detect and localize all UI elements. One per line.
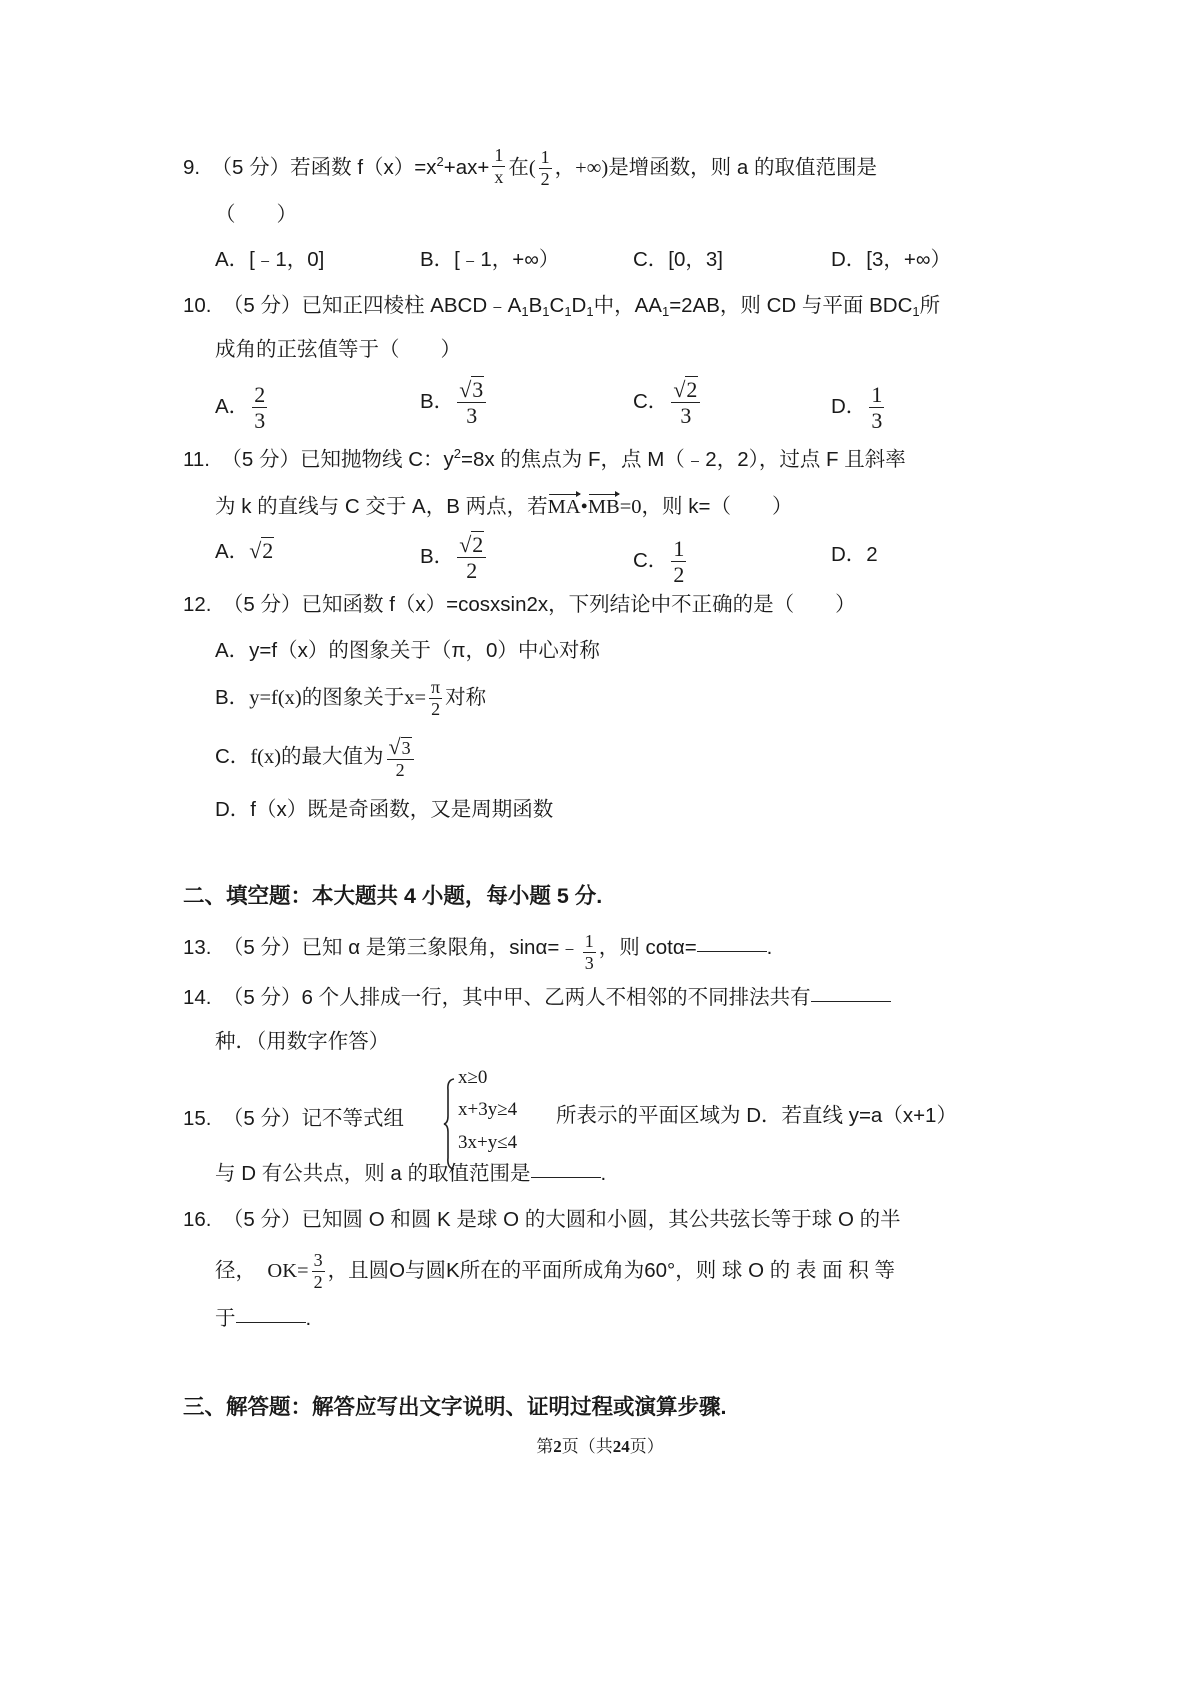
fraction: $\frac{√3}{3}$ [457, 378, 486, 427]
option-a: A．[﹣1，0] [215, 248, 325, 271]
question-14-line2: 种．（用数字作答） [215, 1030, 390, 1053]
option-c: C． $\frac{1}{2}$ [633, 536, 685, 588]
question-12: 12. （5 分）已知函数 f（x）=cosxsin2x，下列结论中不正确的是（ ） [183, 593, 856, 616]
answer-paren: （ ） [215, 203, 297, 226]
fraction: $\frac{1}{x}$ [494, 145, 504, 187]
inequality-2: x+3y≥4 [458, 1099, 518, 1120]
answer-blank [811, 1001, 891, 1002]
question-16-line3: 于 . [215, 1307, 312, 1330]
section-heading-solutions: 三、解答题：解答应写出文字说明、证明过程或演算步骤. [183, 1395, 727, 1419]
page-footer: 第2页（共24页） [536, 1437, 664, 1456]
answer-blank [697, 951, 767, 952]
question-14: 14. （5 分）6 个人排成一行，其中甲、乙两人不相邻的不同排法共有 [183, 988, 891, 1009]
inequality-1: x≥0 [458, 1067, 488, 1088]
question-10: 10. （5 分）已知正四棱柱 $ABCD﹣A_1B_1C_1D_1$中，$AA_1=2AB$，则 CD 与平面 $BDC_1$所 [183, 294, 941, 319]
option-a: A． $\frac{2}{3}$ [215, 382, 266, 434]
question-16: 16. （5 分）已知圆 O 和圆 K 是球 O 的大圆和小圆，其公共弦长等于球 O 的半 [183, 1208, 901, 1231]
option-d: D．[3，+∞） [831, 248, 951, 271]
fraction: $\frac{1}{2}$ [540, 147, 550, 189]
question-13: 13. （5 分）已知 α 是第三象限角，sinα=﹣ $\frac{1}{3}$ ，则 cotα= . [183, 931, 773, 973]
option-d: D． $\frac{1}{3}$ [831, 382, 883, 434]
question-11-line2: 为 k 的直线与 C 交于 A，B 两点，若MA•MB=0，则 k=（ ） [215, 495, 793, 518]
answer-blank [531, 1177, 601, 1178]
section-heading-fill-in: 二、填空题：本大题共 4 小题，每小题 5 分. [183, 884, 603, 908]
option-c: C．[0，3] [633, 248, 723, 271]
option-a: A．y=f（x）的图象关于（π，0）中心对称 [215, 639, 600, 662]
fraction: $\frac{√2}{2}$ [457, 533, 486, 582]
option-a: A．√2 [215, 538, 274, 563]
question-15-line2: 与 D 有公共点，则 a 的取值范围是 . [215, 1162, 607, 1185]
score: （5 分） [211, 155, 291, 179]
question-9: 9. （5 分）若函数 $f(x)=x^2+ax+$ $\frac{1}{x}$ 在( $\frac{1}{2}$ ，+∞)是增函数，则 a 的取值范围是 [183, 145, 877, 189]
question-11: 11. （5 分）已知抛物线 C：$y^2=8x$ 的焦点为 F，点 M（﹣2，2），过点 F 且斜率 [183, 446, 906, 471]
fraction: $\frac{√3}{2}$ [387, 735, 414, 780]
option-b: B．y=f(x)的图象关于x= $\frac{\pi}{2}$ 对称 [215, 677, 487, 719]
vector-ma: MA [547, 496, 581, 518]
question-number: 9. [183, 155, 201, 179]
fraction: $\frac{√2}{3}$ [671, 378, 700, 427]
fraction: $\frac{2}{3}$ [254, 382, 266, 434]
option-b: B． $\frac{√3}{3}$ [420, 378, 489, 427]
fraction: $\frac{1}{3}$ [584, 931, 594, 973]
question-15: 15. （5 分）记不等式组 [183, 1107, 405, 1130]
answer-blank [236, 1322, 306, 1323]
option-b: B．[﹣1，+∞） [420, 248, 560, 271]
fraction: $\frac{1}{2}$ [673, 536, 685, 588]
question-10-line2: 成角的正弦值等于（ ） [215, 338, 461, 361]
left-brace [443, 1078, 455, 1170]
question-15-tail: 所表示的平面区域为 D．若直线 y=a（x+1） [556, 1104, 957, 1127]
inequality-3: 3x+y≤4 [458, 1132, 518, 1153]
fraction: $\frac{3}{2}$ [313, 1250, 323, 1292]
option-c: C．f(x)的最大值为 $\frac{√3}{2}$ [215, 735, 417, 780]
option-d: D．2 [831, 543, 878, 566]
vector-mb: MB [587, 496, 620, 518]
fraction: $\frac{1}{3}$ [871, 382, 883, 434]
fraction: $\frac{\pi}{2}$ [431, 677, 441, 719]
option-d: D．f（x）既是奇函数，又是周期函数 [215, 798, 554, 821]
option-c: C． $\frac{√2}{3}$ [633, 378, 703, 427]
option-b: B． $\frac{√2}{2}$ [420, 533, 489, 582]
question-16-line2: 径， OK= $\frac{3}{2}$ ，且圆O与圆K所在的平面所成角为60°，则 球 O 的 表 面 积 等 [215, 1250, 896, 1292]
